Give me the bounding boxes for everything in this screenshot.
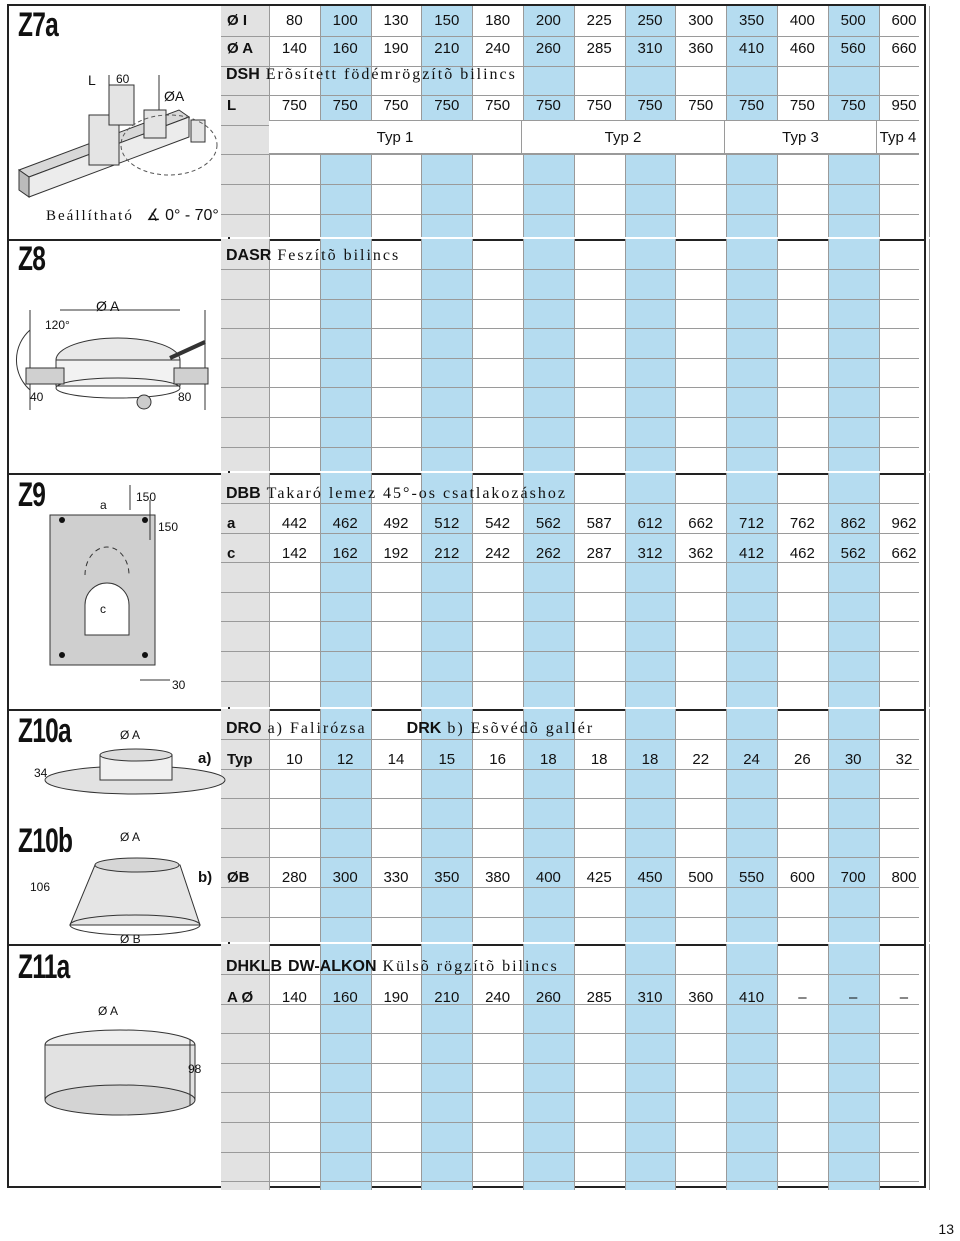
value-cell: 287 bbox=[586, 544, 612, 562]
type-cell: Typ 1 bbox=[269, 121, 522, 153]
row-label: Ø A bbox=[227, 39, 254, 57]
grid-line bbox=[574, 944, 575, 1190]
row-length bbox=[221, 90, 919, 120]
value-cell: 280 bbox=[281, 868, 307, 886]
grid-line bbox=[221, 1063, 919, 1064]
row-typ bbox=[221, 744, 919, 774]
grid-line bbox=[929, 944, 930, 1190]
grid-line bbox=[269, 239, 270, 471]
value-cell: 560 bbox=[840, 39, 866, 57]
product-code: DSH bbox=[226, 66, 260, 83]
grid-line bbox=[371, 239, 372, 471]
label-column-shade bbox=[221, 944, 269, 1190]
value-cell: 142 bbox=[281, 544, 307, 562]
grid-line bbox=[320, 944, 321, 1190]
blue-column bbox=[320, 239, 371, 471]
grid-line bbox=[221, 798, 919, 799]
grid-line bbox=[221, 269, 919, 270]
grid-line bbox=[929, 239, 930, 471]
value-cell: 140 bbox=[281, 39, 307, 57]
grid-line bbox=[221, 651, 919, 652]
value-cell: 360 bbox=[688, 39, 714, 57]
value-cell: – bbox=[848, 988, 858, 1006]
value-cell: 425 bbox=[586, 868, 612, 886]
grid-line bbox=[221, 184, 919, 185]
row-dimension-a bbox=[221, 508, 919, 538]
value-cell: 442 bbox=[281, 514, 307, 532]
grid-line bbox=[828, 239, 829, 471]
product-title: Takaró lemez 45°-os csatlakozáshoz bbox=[266, 485, 567, 502]
value-cell: 462 bbox=[332, 514, 358, 532]
grid-line bbox=[221, 828, 919, 829]
variant-label: b) bbox=[198, 869, 213, 886]
row-dimension-c bbox=[221, 538, 919, 568]
section-label-z10a: Z10a bbox=[18, 712, 71, 750]
row-label: a bbox=[227, 514, 236, 532]
row-label: c bbox=[227, 544, 236, 562]
z11a-band-diagram bbox=[40, 1020, 210, 1130]
angle-range: 0° - 70° bbox=[165, 207, 219, 224]
value-cell: 660 bbox=[891, 39, 917, 57]
product-title: Külsõ rögzítõ bilincs bbox=[382, 958, 559, 975]
grid-line bbox=[421, 239, 422, 471]
product-title: b) Esõvédõ gallér bbox=[447, 720, 595, 737]
value-cell: 562 bbox=[840, 544, 866, 562]
grid-line bbox=[879, 944, 880, 1190]
dim-label-oa: Ø A bbox=[120, 830, 141, 844]
row-label: Typ bbox=[227, 750, 253, 768]
grid-line bbox=[625, 239, 626, 471]
value-cell: 380 bbox=[485, 868, 511, 886]
blue-column bbox=[523, 239, 574, 471]
grid-line bbox=[472, 239, 473, 471]
row-diameter-ao bbox=[221, 982, 919, 1012]
value-cell: 750 bbox=[688, 96, 714, 114]
product-code: DRO bbox=[226, 720, 262, 737]
value-cell: 360 bbox=[688, 988, 714, 1006]
dim-label-oa: Ø A bbox=[98, 1004, 119, 1018]
dim-label-oa: Ø A bbox=[96, 298, 120, 314]
value-cell: 410 bbox=[739, 988, 765, 1006]
grid-line bbox=[777, 944, 778, 1190]
value-cell: 550 bbox=[739, 868, 765, 886]
row-label: A Ø bbox=[227, 988, 254, 1006]
value-cell: 750 bbox=[281, 96, 307, 114]
dim-label-40: 40 bbox=[30, 390, 44, 404]
section-label-z10b: Z10b bbox=[18, 822, 73, 860]
grid-line bbox=[574, 239, 575, 471]
row-label: L bbox=[227, 96, 237, 114]
page-number: 13 bbox=[938, 1221, 954, 1237]
dim-label-106: 106 bbox=[30, 880, 51, 894]
value-cell: 12 bbox=[336, 750, 354, 768]
value-cell: 140 bbox=[281, 988, 307, 1006]
dim-label-120: 120° bbox=[45, 318, 70, 332]
value-cell: 800 bbox=[891, 868, 917, 886]
dim-label-150: 150 bbox=[136, 490, 157, 504]
value-cell: 80 bbox=[286, 11, 303, 29]
grid-line bbox=[523, 944, 524, 1190]
row-label: Ø I bbox=[227, 11, 248, 29]
dim-label-l: L bbox=[88, 72, 96, 88]
grid-line bbox=[269, 944, 270, 1190]
dim-label-80: 80 bbox=[178, 390, 192, 404]
caption-dsh bbox=[226, 66, 517, 84]
value-cell: 130 bbox=[383, 11, 409, 29]
value-cell: 750 bbox=[485, 96, 511, 114]
value-cell: 460 bbox=[789, 39, 815, 57]
grid-line bbox=[221, 621, 919, 622]
grid-line bbox=[828, 944, 829, 1190]
product-series: DW-ALKON bbox=[288, 958, 377, 975]
value-cell: 30 bbox=[844, 750, 862, 768]
grid-line bbox=[929, 709, 930, 942]
value-cell: 662 bbox=[891, 544, 917, 562]
value-cell: 410 bbox=[739, 39, 765, 57]
value-cell: 500 bbox=[688, 868, 714, 886]
value-cell: 750 bbox=[739, 96, 765, 114]
value-cell: 212 bbox=[434, 544, 460, 562]
value-cell: 260 bbox=[535, 39, 561, 57]
grid-line bbox=[221, 681, 919, 682]
blue-column bbox=[828, 944, 879, 1190]
z9-plate-diagram bbox=[50, 485, 215, 695]
value-cell: – bbox=[798, 988, 807, 1006]
value-cell: 750 bbox=[840, 96, 866, 114]
product-title: a) Falirózsa bbox=[267, 720, 367, 737]
type-cell: Typ 3 bbox=[725, 121, 877, 153]
grid-line bbox=[221, 503, 919, 504]
grid-line bbox=[221, 1033, 919, 1034]
value-cell: 750 bbox=[434, 96, 460, 114]
blue-column bbox=[320, 944, 371, 1190]
value-cell: 22 bbox=[692, 750, 710, 768]
grid-line bbox=[221, 592, 919, 593]
section-label-z7a: Z7a bbox=[18, 6, 59, 44]
value-cell: 18 bbox=[540, 750, 557, 768]
value-cell: 962 bbox=[891, 514, 917, 532]
value-cell: 240 bbox=[485, 39, 511, 57]
caption-dro-drk bbox=[226, 720, 594, 738]
value-cell: 542 bbox=[485, 514, 511, 532]
z10a-rosette-diagram bbox=[40, 740, 210, 810]
blue-column bbox=[828, 239, 879, 471]
section-label-z9: Z9 bbox=[18, 476, 46, 514]
value-cell: 192 bbox=[383, 544, 409, 562]
value-cell: 285 bbox=[586, 988, 612, 1006]
value-cell: 14 bbox=[387, 750, 405, 768]
value-cell: 587 bbox=[586, 514, 612, 532]
value-cell: 492 bbox=[383, 514, 409, 532]
dim-label-ob: Ø B bbox=[120, 932, 141, 946]
label-column-shade bbox=[221, 239, 272, 471]
dim-label-150: 150 bbox=[158, 520, 179, 534]
grid-line bbox=[221, 358, 919, 359]
value-cell: 225 bbox=[586, 11, 612, 29]
grid-line bbox=[221, 299, 919, 300]
blue-column bbox=[421, 944, 472, 1190]
grid-line bbox=[320, 239, 321, 471]
value-cell: 190 bbox=[383, 988, 409, 1006]
grid-line bbox=[675, 239, 676, 471]
grid-line bbox=[675, 944, 676, 1190]
value-cell: 512 bbox=[434, 514, 460, 532]
dim-label-a: a bbox=[100, 498, 107, 512]
section-label-z11a: Z11a bbox=[18, 948, 70, 986]
adjust-caption bbox=[46, 205, 219, 225]
value-cell: 10 bbox=[286, 750, 303, 768]
value-cell: 662 bbox=[688, 514, 714, 532]
dim-label-30: 30 bbox=[172, 678, 186, 692]
grid-line bbox=[371, 944, 372, 1190]
grid-line bbox=[421, 944, 422, 1190]
value-cell: 180 bbox=[485, 11, 511, 29]
grid-line bbox=[777, 239, 778, 471]
value-cell: 18 bbox=[590, 750, 608, 768]
product-code: DRK bbox=[406, 720, 442, 737]
value-cell: 26 bbox=[794, 750, 811, 768]
dim-label-98: 98 bbox=[188, 1062, 202, 1076]
value-cell: 210 bbox=[434, 988, 460, 1006]
value-cell: 242 bbox=[485, 544, 511, 562]
value-cell: 362 bbox=[688, 544, 714, 562]
type-cell: Typ 4 bbox=[879, 128, 917, 146]
grid-line bbox=[221, 1122, 919, 1123]
grid-line bbox=[221, 1181, 919, 1182]
value-cell: 312 bbox=[637, 544, 663, 562]
grid-line bbox=[221, 447, 919, 448]
z10b-collar-diagram bbox=[40, 855, 213, 940]
value-cell: 462 bbox=[789, 544, 815, 562]
product-code: DHKLB bbox=[226, 958, 282, 975]
value-cell: 500 bbox=[840, 11, 866, 29]
row-diameter-i bbox=[221, 6, 919, 34]
value-cell: 762 bbox=[789, 514, 815, 532]
grid-line bbox=[221, 214, 919, 215]
row-label: ØB bbox=[227, 868, 250, 886]
value-cell: 210 bbox=[434, 39, 460, 57]
grid-line bbox=[221, 387, 919, 388]
value-cell: 240 bbox=[485, 988, 511, 1006]
value-cell: 160 bbox=[332, 988, 358, 1006]
blue-column bbox=[421, 239, 472, 471]
value-cell: 190 bbox=[383, 39, 409, 57]
section-label-z8: Z8 bbox=[18, 240, 46, 278]
blue-column bbox=[726, 944, 777, 1190]
value-cell: 24 bbox=[743, 750, 760, 768]
blue-column bbox=[523, 944, 574, 1190]
value-cell: 750 bbox=[383, 96, 409, 114]
value-cell: 250 bbox=[637, 11, 663, 29]
variant-label: a) bbox=[198, 750, 212, 767]
grid-line bbox=[625, 944, 626, 1190]
value-cell: 750 bbox=[789, 96, 815, 114]
value-cell: 950 bbox=[891, 96, 917, 114]
product-title: Erõsített födémrögzítõ bilincs bbox=[265, 66, 517, 83]
value-cell: 260 bbox=[535, 988, 561, 1006]
grid-line bbox=[221, 739, 919, 740]
value-cell: – bbox=[899, 988, 909, 1006]
value-cell: 32 bbox=[895, 750, 913, 768]
product-code: DASR bbox=[226, 247, 272, 264]
value-cell: 18 bbox=[641, 750, 659, 768]
value-cell: 350 bbox=[739, 11, 765, 29]
value-cell: 712 bbox=[739, 514, 765, 532]
product-code: DBB bbox=[226, 485, 261, 502]
caption-dbb bbox=[226, 485, 567, 503]
grid-line bbox=[221, 154, 919, 155]
value-cell: 15 bbox=[438, 750, 456, 768]
grid-line bbox=[472, 944, 473, 1190]
value-cell: 310 bbox=[637, 988, 663, 1006]
blue-column bbox=[726, 239, 777, 471]
adjust-label: Beállítható bbox=[46, 208, 134, 224]
grid-line bbox=[523, 239, 524, 471]
row-diameter-b bbox=[221, 862, 919, 892]
value-cell: 100 bbox=[332, 11, 358, 29]
grid-line bbox=[221, 328, 919, 329]
value-cell: 600 bbox=[789, 868, 815, 886]
value-cell: 450 bbox=[637, 868, 663, 886]
dim-label-60: 60 bbox=[116, 72, 130, 86]
value-cell: 200 bbox=[535, 11, 561, 29]
value-cell: 750 bbox=[586, 96, 612, 114]
grid-line bbox=[221, 857, 919, 858]
dim-label-34: 34 bbox=[34, 766, 48, 780]
value-cell: 562 bbox=[535, 514, 561, 532]
grid-line bbox=[726, 944, 727, 1190]
value-cell: 612 bbox=[637, 514, 663, 532]
grid-line bbox=[726, 239, 727, 471]
grid-line bbox=[221, 917, 919, 918]
value-cell: 412 bbox=[739, 544, 765, 562]
angle-icon: ∡ bbox=[146, 207, 161, 224]
grid-line bbox=[929, 6, 930, 237]
grid-line bbox=[221, 1092, 919, 1093]
value-cell: 700 bbox=[840, 868, 866, 886]
blue-column bbox=[625, 239, 676, 471]
value-cell: 750 bbox=[535, 96, 561, 114]
dim-label-oa: ØA bbox=[164, 88, 185, 104]
grid-line bbox=[929, 473, 930, 707]
row-diameter-a bbox=[221, 34, 919, 62]
dim-label-c: c bbox=[100, 602, 106, 616]
value-cell: 160 bbox=[332, 39, 358, 57]
grid-line bbox=[221, 417, 919, 418]
value-cell: 150 bbox=[434, 11, 460, 29]
grid-line bbox=[221, 1152, 919, 1153]
value-cell: 400 bbox=[789, 11, 815, 29]
value-cell: 16 bbox=[489, 750, 506, 768]
type-row bbox=[269, 120, 919, 154]
grid-line bbox=[879, 239, 880, 471]
caption-dasr bbox=[226, 247, 400, 265]
value-cell: 862 bbox=[840, 514, 866, 532]
value-cell: 750 bbox=[637, 96, 663, 114]
type-cell: Typ 2 bbox=[522, 121, 725, 153]
value-cell: 350 bbox=[434, 868, 460, 886]
value-cell: 310 bbox=[637, 39, 663, 57]
value-cell: 300 bbox=[332, 868, 358, 886]
value-cell: 750 bbox=[332, 96, 358, 114]
product-title: Feszítõ bilincs bbox=[277, 247, 401, 264]
value-cell: 162 bbox=[332, 544, 358, 562]
value-cell: 330 bbox=[383, 868, 409, 886]
value-cell: 262 bbox=[535, 544, 561, 562]
caption-dhklb bbox=[226, 958, 559, 976]
value-cell: 600 bbox=[891, 11, 917, 29]
dim-label-oa: Ø A bbox=[120, 728, 141, 742]
value-cell: 285 bbox=[586, 39, 612, 57]
value-cell: 400 bbox=[535, 868, 561, 886]
value-cell: 300 bbox=[688, 11, 714, 29]
blue-column bbox=[625, 944, 676, 1190]
